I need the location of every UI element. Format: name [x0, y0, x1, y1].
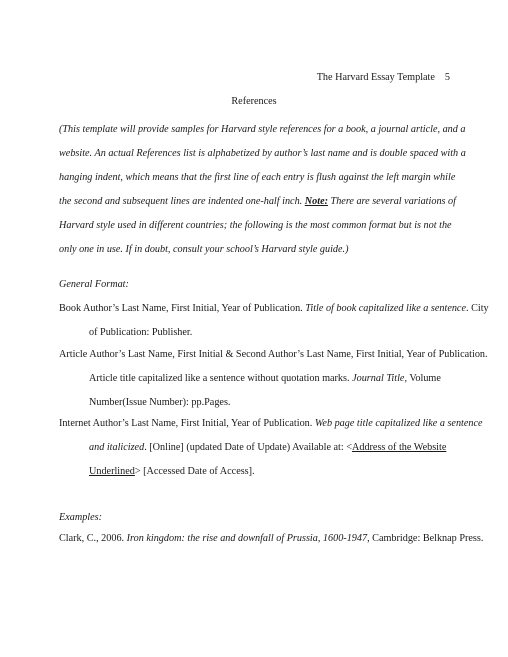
book-format-entry [59, 297, 499, 345]
intro-text-part2: There are several variations of Harvard style used in different countries; the following is the most common format but is not the only one in use. If in doubt, consult your school’s Harvard style guide.) [59, 196, 456, 255]
internet-mid: . [Online] (updated Date of Update) Available at: < [144, 442, 352, 453]
clark-example-entry [59, 527, 499, 551]
book-title: Title of book capitalized like a sentence [305, 303, 466, 314]
clark-rest: , Cambridge: Belknap Press. [367, 533, 484, 544]
clark-prefix: Clark, C., 2006. [59, 533, 127, 544]
clark-title: Iron kingdom: the rise and downfall of Prussia, 1600-1947 [126, 533, 368, 544]
book-rest: . City of Publication: Publisher. [89, 303, 489, 338]
note-label: Note: [304, 196, 328, 207]
running-header [317, 72, 450, 83]
article-format-entry [59, 343, 499, 415]
internet-format-entry [59, 412, 499, 484]
article-prefix: Article Author’s Last Name, First Initial & Second Author’s Last Name, First Initial, Year of Publication. Article title capitalized like a sentence without quotation marks. [59, 349, 488, 384]
examples-label: Examples: [59, 512, 102, 523]
article-rest: Volume Number(Issue Number): pp.Pages. [89, 373, 441, 408]
intro-paragraph [59, 118, 469, 262]
running-head-title: The Harvard Essay Template [316, 72, 435, 83]
general-format-label: General Format: [59, 279, 129, 290]
page-number: 5 [444, 72, 450, 83]
internet-address: Address of the Website Underlined [89, 442, 447, 477]
internet-rest: > [Accessed Date of Access]. [134, 466, 255, 477]
book-prefix: Book Author’s Last Name, First Initial, Year of Publication. [59, 303, 306, 314]
intro-text-part1: (This template will provide samples for Harvard style references for a book, a journal article, and a website. An actual References list is alphabetized by author’s last name and is double spaced with a hanging indent, which means that the first line of each entry is flush against the left margin while the second and subsequent lines are indented one-half inch. [59, 124, 466, 207]
internet-title: Web page title capitalized like a sentence and italicized [89, 418, 483, 453]
internet-prefix: Internet Author’s Last Name, First Initial, Year of Publication. [59, 418, 315, 429]
references-heading: References [231, 96, 277, 107]
article-journal: Journal Title, [352, 373, 407, 384]
